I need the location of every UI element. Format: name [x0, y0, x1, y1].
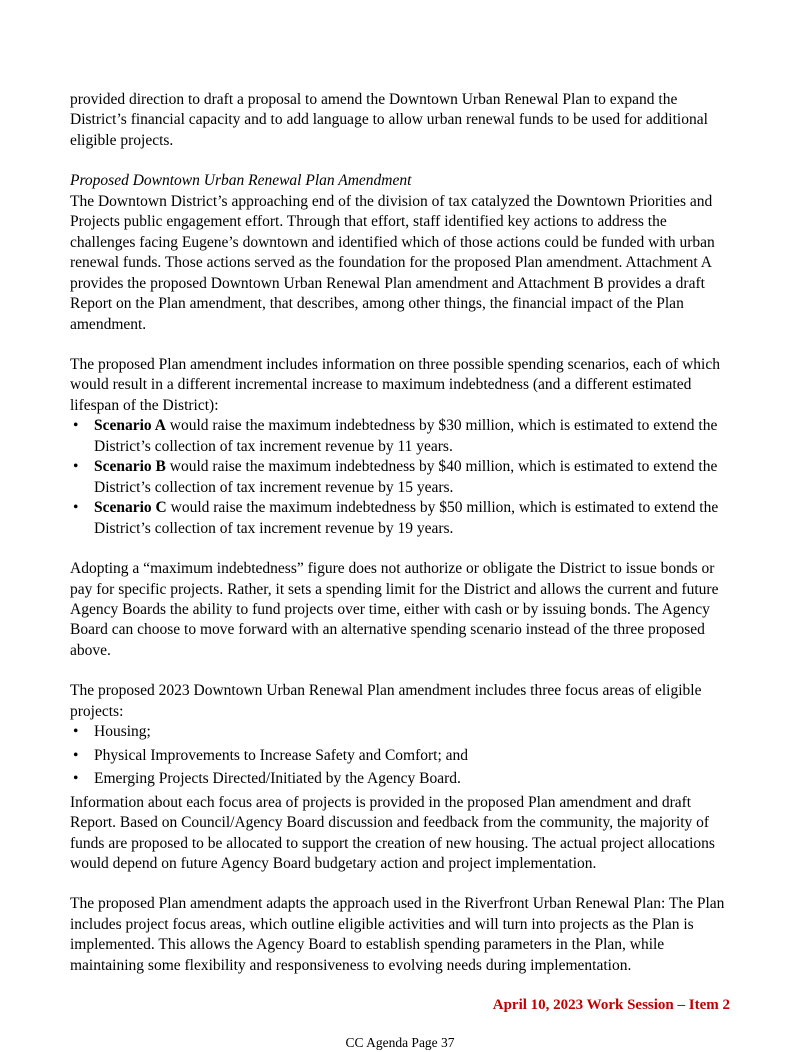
scenario-c-label: Scenario C: [94, 499, 167, 517]
work-session-footnote: April 10, 2023 Work Session – Item 2: [492, 997, 730, 1014]
focus-area-item-physical-improvements: • Physical Improvements to Increase Safety and Comfort; and: [70, 746, 730, 766]
indebtedness-paragraph: Adopting a “maximum indebtedness” figure does not authorize or obligate the District to issue bonds or pay for specific projects. Rather, it sets a spending limit for the District and allows the current and future Agency Boards the ability to fund projects over time, either with cash or by issuing bonds. The Agency Board can choose to move forward with an alternative spending scenario instead of the three proposed above.: [70, 560, 719, 659]
focus-detail-paragraph: Information about each focus area of projects is provided in the proposed Plan amendment and draft Report. Based on Council/Agency Board discussion and feedback from the community, the majority of funds are proposed to be allocated to support the creation of new housing. The actual project allocations would depend on future Agency Board budgetary action and project implementation.: [70, 793, 715, 872]
scenarios-intro-paragraph: The proposed Plan amendment includes information on three possible spending scenarios, each of which would result in a different incremental increase to maximum indebtedness (and a different estimated lifespan of the District):: [70, 355, 720, 414]
document-body: [70, 90, 730, 996]
riverfront-paragraph: The proposed Plan amendment adapts the approach used in the Riverfront Urban Renewal Plan: The Plan includes project focus areas, which outline eligible activities and will turn into projects as the Plan is implemented. This allows the Agency Board to establish spending parameters in the Plan, while maintaining some flexibility and responsiveness to evolving needs during implementation.: [70, 895, 725, 974]
scenario-c-text: would raise the maximum indebtedness by $50 million, which is estimated to extend the District’s collection of tax increment revenue by 19 years.: [94, 499, 719, 537]
scenario-a-text: would raise the maximum indebtedness by $30 million, which is estimated to extend the District’s collection of tax increment revenue by 11 years.: [94, 417, 718, 455]
scenario-b-text: would raise the maximum indebtedness by $40 million, which is estimated to extend the District’s collection of tax increment revenue by 15 years.: [94, 458, 718, 496]
scenario-list: [70, 416, 730, 539]
focus-area-list: [70, 722, 730, 789]
focus-area-item-housing: • Housing;: [70, 722, 730, 742]
focus-intro-paragraph: The proposed 2023 Downtown Urban Renewal Plan amendment includes three focus areas of eligible projects:: [70, 682, 702, 720]
section-heading: Proposed Downtown Urban Renewal Plan Amendment: [70, 172, 412, 190]
scenario-b-label: Scenario B: [94, 458, 166, 476]
engagement-paragraph: The Downtown District’s approaching end of the division of tax catalyzed the Downtown Priorities and Projects public engagement effort. Through that effort, staff identified key actions to address the challenges facing Eugene’s downtown and identified which of those actions could be funded with urban renewal funds. Those actions served as the foundation for the proposed Plan amendment. Attachment A provides the proposed Downtown Urban Renewal Plan amendment and Attachment B provides a draft Report on the Plan amendment, that describes, among other things, the financial impact of the Plan amendment.: [70, 192, 715, 333]
agenda-page-number: CC Agenda Page 37: [345, 1035, 455, 1051]
scenario-item-a: [70, 416, 730, 457]
scenario-item-c: [70, 498, 730, 539]
scenario-item-b: [70, 457, 730, 498]
scenario-a-label: Scenario A: [94, 417, 166, 435]
focus-area-item-emerging-projects: • Emerging Projects Directed/Initiated by the Agency Board.: [70, 769, 730, 789]
intro-paragraph: provided direction to draft a proposal to amend the Downtown Urban Renewal Plan to expand the District’s financial capacity and to add language to allow urban renewal funds to be used for additional eligible projects.: [70, 91, 708, 149]
